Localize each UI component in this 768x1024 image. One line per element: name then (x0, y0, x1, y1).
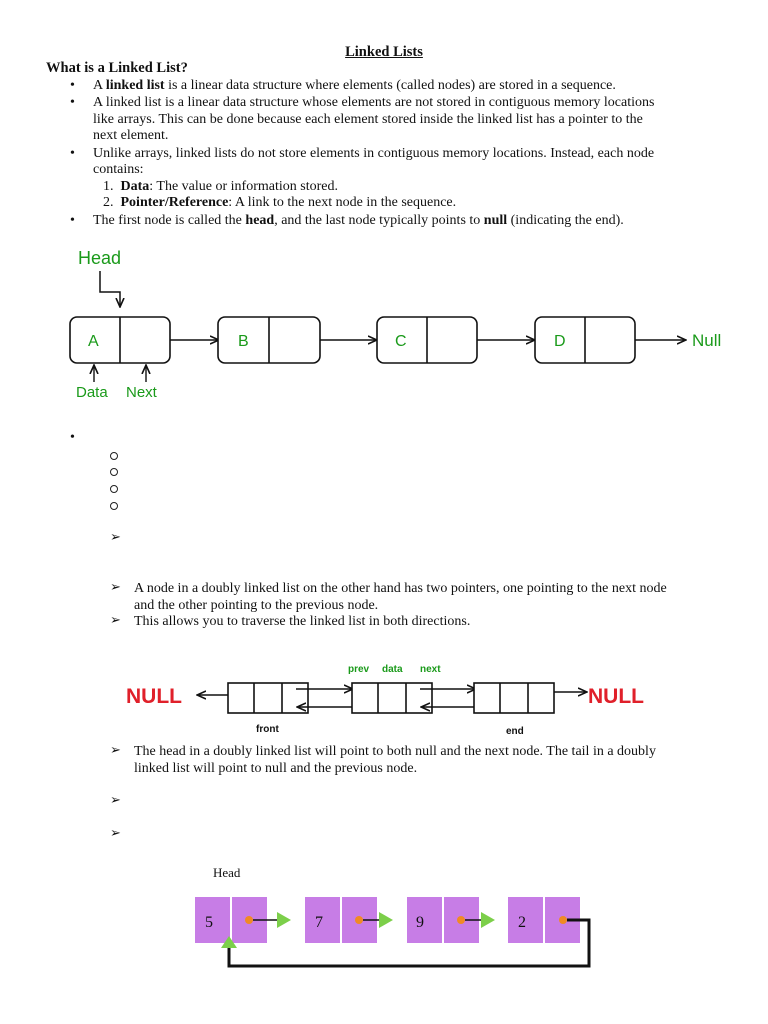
node-b (218, 317, 320, 363)
next-field-label: next (420, 664, 441, 675)
arrow-bullet: ➢ (110, 530, 121, 545)
sub-bullet-circle (110, 502, 118, 510)
section-heading: What is a Linked List? (46, 60, 188, 76)
circular-arrowhead (379, 912, 393, 928)
circular-arrowhead (277, 912, 291, 928)
head-label: Head (78, 248, 122, 268)
numbered-item-data: 1. Data: The value or information stored. (103, 179, 338, 194)
bullet-glyph: • (70, 146, 75, 161)
bullet-glyph: • (70, 213, 75, 228)
node-d (535, 317, 635, 363)
next-label: Next (126, 384, 157, 401)
page-title: Linked Lists (345, 44, 423, 60)
bullet-head-null: The first node is called the head, and the last node typically points to null (indicating the end). (93, 213, 624, 228)
bullet-memory-line-3: next element. (93, 128, 169, 143)
doubly-node-end (474, 683, 554, 713)
doubly-pointers-line-2: and the other pointing to the previous node. (134, 598, 379, 613)
data-label: Data (76, 384, 108, 401)
circular-node-2-value: 2 (518, 914, 526, 931)
arrow-bullet: ➢ (110, 743, 121, 758)
front-label: front (256, 724, 279, 735)
circular-node-5-value: 5 (205, 914, 213, 931)
null-label: Null (692, 331, 722, 350)
bullet-glyph: • (70, 78, 75, 93)
doubly-node-middle (352, 683, 432, 713)
doubly-traverse: This allows you to traverse the linked list in both directions. (134, 614, 471, 629)
sub-bullet-circle (110, 452, 118, 460)
prev-label: prev (348, 664, 370, 675)
node-a (70, 317, 170, 363)
doubly-head-tail-line-2: linked list will point to null and the previous node. (134, 761, 418, 776)
circular-linked-list-diagram (185, 860, 605, 975)
bullet-unlike-line-1: Unlike arrays, linked lists do not store elements in contiguous memory locations. Instead, each node (93, 146, 655, 161)
bullet-definition: A linked list is a linear data structure where elements (called nodes) are stored in a sequence. (93, 78, 616, 93)
data-field-label: data (382, 664, 403, 675)
arrow-bullet: ➢ (110, 580, 121, 595)
node-a-value: A (88, 333, 99, 350)
bullet-unlike-line-2: contains: (93, 162, 144, 177)
null-right-label: NULL (588, 685, 644, 708)
singly-linked-list-diagram (60, 240, 740, 410)
node-c (377, 317, 477, 363)
bullet-memory-line-2: like arrays. This can be done because each element stored inside the linked list has a pointer to the (93, 112, 643, 127)
doubly-node-front (228, 683, 308, 713)
doubly-head-tail-line-1: The head in a doubly linked list will point to both null and the next node. The tail in a doubly (134, 744, 656, 759)
arrow-bullet: ➢ (110, 613, 121, 628)
bullet-memory-line-1: A linked list is a linear data structure whose elements are not stored in contiguous memory locations (93, 95, 655, 110)
circular-node-9-value: 9 (416, 914, 424, 931)
sub-bullet-circle (110, 468, 118, 476)
numbered-item-pointer: 2. Pointer/Reference: A link to the next node in the sequence. (103, 195, 457, 210)
end-label: end (506, 726, 524, 737)
arrow-bullet: ➢ (110, 826, 121, 841)
circular-head-label: Head (213, 865, 241, 880)
node-c-value: C (395, 333, 407, 350)
bullet-glyph: • (70, 95, 75, 110)
node-d-value: D (554, 333, 566, 350)
null-left-label: NULL (126, 685, 182, 708)
bullet-glyph: • (70, 430, 75, 445)
circular-arrowhead (481, 912, 495, 928)
sub-bullet-circle (110, 485, 118, 493)
doubly-linked-list-diagram (120, 655, 660, 740)
node-b-value: B (238, 333, 249, 350)
circular-node-7-value: 7 (315, 914, 323, 931)
head-arrow (100, 271, 120, 306)
arrow-bullet: ➢ (110, 793, 121, 808)
doubly-pointers-line-1: A node in a doubly linked list on the other hand has two pointers, one pointing to the next node (134, 581, 667, 596)
